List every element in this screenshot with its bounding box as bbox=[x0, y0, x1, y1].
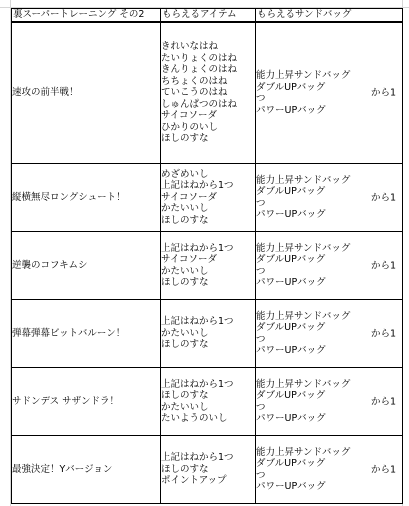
choose-one-note: から1 bbox=[370, 191, 396, 203]
sandbag-line: パワーUPバッグ bbox=[256, 481, 326, 492]
choose-one-note: から1 bbox=[370, 259, 396, 271]
training-rewards-table bbox=[11, 8, 403, 504]
sandbag-line: つ bbox=[256, 197, 266, 209]
sandbag-line: 能力上昇サンドバッグ bbox=[256, 174, 351, 186]
item-line: 上記はねから1つ bbox=[161, 452, 234, 464]
sandbags-cell[interactable] bbox=[256, 22, 403, 164]
item-line: サイコソーダ bbox=[161, 110, 217, 122]
item-line: きんりょくのはね bbox=[161, 64, 238, 76]
sandbag-line: 能力上昇サンドバッグ bbox=[256, 378, 351, 390]
item-line: ほしのすな bbox=[161, 339, 209, 351]
sandbag-line: 能力上昇サンドバッグ bbox=[256, 242, 351, 254]
item-line: かたいいし bbox=[161, 203, 209, 215]
item-line: 上記はねから1つ bbox=[161, 180, 234, 192]
course-name-cell[interactable]: 弾幕弾幕ビットバルーン！ bbox=[12, 300, 161, 368]
items-cell[interactable] bbox=[161, 232, 256, 300]
sandbag-line: ダブルUPバッグ bbox=[256, 254, 326, 265]
item-line: ちちょくのはね bbox=[161, 75, 228, 87]
course-name-cell[interactable]: サドンデス サザンドラ！ bbox=[12, 368, 161, 436]
table-body bbox=[12, 22, 403, 504]
item-line: ほしのすな bbox=[161, 214, 209, 226]
table-row bbox=[12, 164, 403, 232]
sandbag-line: ダブルUPバッグ bbox=[256, 322, 326, 333]
items-cell[interactable] bbox=[161, 300, 256, 368]
sandbag-line: パワーUPバッグ bbox=[256, 413, 326, 424]
sandbag-line: 能力上昇サンドバッグ bbox=[256, 446, 351, 458]
course-name-cell[interactable]: 縦横無尽ロングシュート！ bbox=[12, 164, 161, 232]
sandbag-line: ダブルUPバッグ bbox=[256, 186, 326, 197]
sandbag-line: パワーUPバッグ bbox=[256, 209, 326, 220]
choose-one-note: から1 bbox=[370, 87, 396, 99]
item-line: たいようのいし bbox=[161, 413, 228, 424]
item-line: ほしのすな bbox=[161, 133, 209, 145]
item-line: かたいいし bbox=[161, 401, 209, 413]
choose-one-note: から1 bbox=[370, 463, 396, 475]
item-line: ほしのすな bbox=[161, 277, 209, 288]
header-items[interactable]: もらえるアイテム bbox=[161, 9, 256, 23]
choose-one-note: から1 bbox=[370, 395, 396, 407]
sandbags-cell[interactable] bbox=[256, 300, 403, 368]
table-row bbox=[12, 300, 403, 368]
sandbags-cell[interactable] bbox=[256, 436, 403, 504]
item-line: ていこうのはね bbox=[161, 87, 228, 99]
sandbag-line: パワーUPバッグ bbox=[256, 277, 326, 288]
sandbags-cell[interactable] bbox=[256, 232, 403, 300]
item-line: めざめいし bbox=[161, 168, 209, 180]
item-line: 上記はねから1つ bbox=[161, 378, 234, 390]
sandbags-cell[interactable] bbox=[256, 164, 403, 232]
sandbags-cell[interactable] bbox=[256, 368, 403, 436]
sandbag-line: 能力上昇サンドバッグ bbox=[256, 70, 351, 81]
sandbag-line: ダブルUPバッグ bbox=[256, 458, 326, 469]
items-cell[interactable] bbox=[161, 164, 256, 232]
sandbag-line: 能力上昇サンドバッグ bbox=[256, 310, 351, 322]
sandbag-line: パワーUPバッグ bbox=[256, 345, 326, 356]
course-name-cell[interactable]: 速攻の前半戦！ bbox=[12, 22, 161, 164]
header-course[interactable]: 裏スーパートレーニング その2 bbox=[12, 9, 161, 23]
item-line: ひかりのいし bbox=[161, 121, 219, 133]
sandbag-line: つ bbox=[256, 469, 266, 481]
item-line: サイコソーダ bbox=[161, 254, 217, 265]
item-line: サイコソーダ bbox=[161, 191, 217, 203]
item-line: 上記はねから1つ bbox=[161, 242, 234, 254]
item-line: かたいいし bbox=[161, 265, 209, 277]
items-cell[interactable] bbox=[161, 368, 256, 436]
item-line: きれいなはね bbox=[161, 41, 219, 53]
course-name-cell[interactable]: 逆襲のコフキムシ bbox=[12, 232, 161, 300]
sandbag-line: パワーUPバッグ bbox=[256, 104, 326, 116]
sandbag-line: ダブルUPバッグ bbox=[256, 390, 326, 401]
item-line: かたいいし bbox=[161, 327, 209, 339]
item-line: 上記はねから1つ bbox=[161, 316, 234, 328]
sandbag-line: つ bbox=[256, 333, 266, 345]
items-cell[interactable] bbox=[161, 22, 256, 164]
item-line: ほしのすな bbox=[161, 463, 209, 475]
table-row bbox=[12, 368, 403, 436]
choose-one-note: から1 bbox=[370, 327, 396, 339]
table-row bbox=[12, 22, 403, 164]
sandbag-line: ダブルUPバッグ bbox=[256, 81, 326, 93]
items-cell[interactable] bbox=[161, 436, 256, 504]
sandbag-line: つ bbox=[256, 265, 266, 277]
table-row bbox=[12, 232, 403, 300]
item-line: ほしのすな bbox=[161, 390, 209, 401]
item-line: たいりょくのはね bbox=[161, 52, 238, 64]
sandbag-line: つ bbox=[256, 401, 266, 413]
sandbag-line: つ bbox=[256, 93, 266, 104]
item-line: しゅんぱつのはね bbox=[161, 98, 238, 110]
header-sandbags[interactable]: もらえるサンドバッグ bbox=[256, 9, 403, 23]
course-name-cell[interactable]: 最強決定！Yバージョン bbox=[12, 436, 161, 504]
table-row bbox=[12, 436, 403, 504]
item-line: ポイントアップ bbox=[161, 475, 227, 487]
